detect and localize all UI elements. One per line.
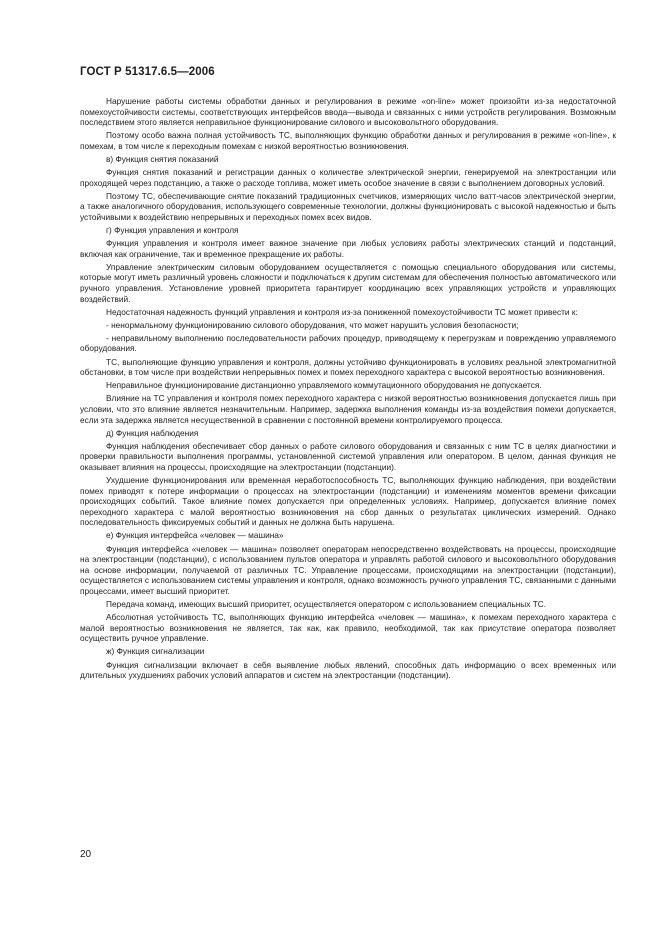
list-item: - неправильному выполнению последовательности рабочих процедур, приводящему к перегрузкам и повреждению управляемого оборудования.	[80, 332, 616, 354]
paragraph: Неправильное функционирование дистанционно управляемого коммутационного оборудования не допускается.	[106, 380, 542, 391]
section-heading: в) Функция снятия показаний	[106, 153, 219, 164]
paragraph: Функция интерфейса «человек — машина» позволяет операторам непосредственно воздействовать на процессы, происходящие на электростанции (подстанции), с использованием пультов оператора и управлять работой силового и высоковольтного оборудования на основе информации, получаемой от различных ТС. Управление процессами, происходящими на электростанции (подстанции), осуществляется с использованием системы управления и контроля, однако возможность ручного управления ТС, связанными с данными процессами, имеет высший приоритет.	[80, 543, 616, 596]
document-header: ГОСТ Р 51317.6.5—2006	[80, 66, 215, 78]
paragraph: Функция снятия показаний и регистрации данных о количестве электрической энергии, генерируемой на электростанции или проходящей через подстанцию, а также о расходе топлива, может иметь особое значение в связи с выполнением договорных условий.	[80, 167, 616, 188]
paragraph: ТС, выполняющие функцию управления и контроля, должны устойчиво функционировать в условиях реальной электромагнитной обстановки, в том числе при воздействии непрерывных помех и помех переходного характера с высокой вероятностью возникновения.	[80, 356, 616, 378]
paragraph: Функция наблюдения обеспечивает сбор данных о работе силового оборудования и связанных с ним ТС в целях диагностики и проверки правильности выполнения программы, установленной системой управления или оператором. В целом, данная функция не оказывает влияния на процессы, происходящие на электростанции (подстанции).	[80, 440, 616, 472]
paragraph: Влияние на ТС управления и контроля помех переходного характера с низкой вероятностью возникновения допускается лишь при условии, что это влияние является незначительным. Например, задержка выполнения команды из-за воздействия помехи допускается, если эта задержка является несущественной в сравнении с постоянной времени контролируемого процесса.	[80, 393, 616, 425]
list-item: - ненормальному функционированию силового оборудования, что может нарушить условия безопасности;	[106, 319, 519, 330]
paragraph: Поэтому особо важна полная устойчивость ТС, выполняющих функцию обработки данных и регулирования в режиме «on-line», к помехам, в том числе к переходным помехам с низкой вероятностью возникновения.	[80, 130, 616, 151]
document-body	[80, 96, 616, 683]
section-heading: д) Функция наблюдения	[106, 427, 199, 438]
paragraph: Недостаточная надежность функций управления и контроля из-за пониженной помехоустойчивости ТС может привести к:	[106, 306, 578, 317]
paragraph: Поэтому ТС, обеспечивающие снятие показаний традиционных счетчиков, измеряющих число ватт-часов электрической энергии, а также аналогичного оборудования, использующего современные технологии, должны функционировать с высокой надежностью и быть устойчивыми к воздействию непрерывных и переходных помех всех видов.	[80, 190, 616, 222]
section-heading: г) Функция управления и контроля	[106, 225, 239, 236]
section-heading: е) Функция интерфейса «человек — машина»	[106, 530, 284, 541]
paragraph: Нарушение работы системы обработки данных и регулирования в режиме «on-line» может произойти из-за недостаточной помехоустойчивости системы, соответствующих интерфейсов ввода—вывода и связанных с ними устройств регулирования. Возможным последствием этого является неправильное функционирование силового и высоковольтного оборудования.	[80, 96, 616, 128]
section-heading: ж) Функция сигнализации	[106, 646, 205, 657]
paragraph: Ухудшение функционирования или временная неработоспособность ТС, выполняющих функцию наблюдения, при воздействии помех приводят к потере информации о процессах на электростанции (подстанции) и изменениям моментов времени фиксации происходящих событий. Такое влияние помех допускается при определенных условиях. Например, допускается влияние помех переходного характера с малой вероятностью возникновения на сбор данных о результатах циклических измерений. Однако последовательность фиксируемых событий и данных не должна быть нарушена.	[80, 475, 616, 528]
paragraph: Передача команд, имеющих высший приоритет, осуществляется оператором с использованием специальных ТС.	[106, 599, 547, 610]
paragraph: Управление электрическим силовым оборудованием осуществляется с помощью специального оборудования или системы, которые могут иметь различный уровень сложности и подключаться к другим системам для обеспечения полностью автоматического или ручного управления. Установление уровней приоритета гарантирует координацию всех управляющих устройств и управляющих воздействий.	[80, 261, 616, 304]
page-number: 20	[80, 849, 92, 860]
paragraph: Функция управления и контроля имеет важное значение при любых условиях работы электрических станций и подстанций, включая как ограничение, так и временное прекращение их работы.	[80, 238, 616, 259]
paragraph: Абсолютная устойчивость ТС, выполняющих функцию интерфейса «человек — машина», к помехам переходного характера с малой вероятностью возникновения не является, так как, как правило, необходимой, так как присутствие оператора позволяет осуществить ручное управление.	[80, 612, 616, 644]
paragraph: Функция сигнализации включает в себя выявление любых явлений, способных дать информацию о всех временных или длительных ухудшениях рабочих условий аппаратов и систем на электростанции (подстанции).	[80, 659, 616, 681]
